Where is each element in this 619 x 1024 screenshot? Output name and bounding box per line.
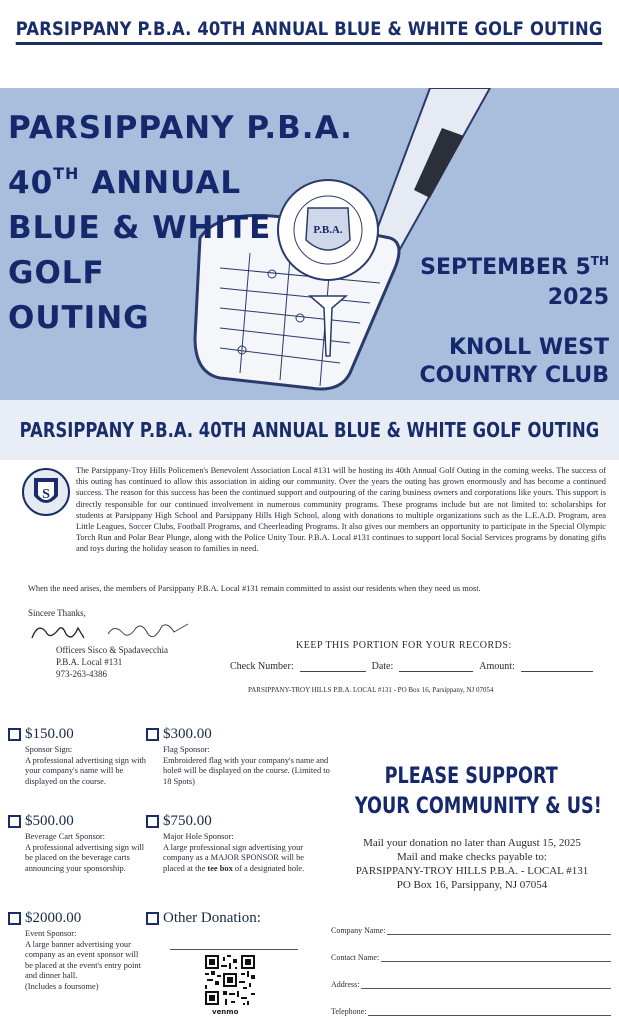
event-date-sup: TH bbox=[590, 254, 609, 268]
venmo-qr-code bbox=[205, 955, 255, 1005]
tier-150 bbox=[8, 726, 148, 787]
company-name-field[interactable] bbox=[331, 926, 611, 935]
address-label: Address: bbox=[331, 980, 360, 989]
records-row bbox=[230, 661, 593, 672]
banner-title: PARSIPPANY P.B.A. 40TH ANNUAL BLUE & WHITE GOLF OUTING bbox=[19, 418, 600, 442]
tier-750 bbox=[146, 813, 306, 874]
tier-750-checkbox[interactable] bbox=[146, 815, 159, 828]
hero-title-line: BLUE & WHITE bbox=[8, 210, 272, 246]
signature-image bbox=[28, 618, 203, 646]
address-line[interactable] bbox=[361, 981, 611, 989]
tier-amount: $150.00 bbox=[25, 726, 74, 742]
hero-title-annual: ANNUAL bbox=[79, 165, 242, 201]
tier-desc-tee: tee bbox=[207, 863, 218, 873]
tier-desc: Beverage Cart Sponsor: A professional advertising sign will be placed on the beverage carts announcing your sponsorship. bbox=[25, 832, 145, 873]
letter-closing: When the need arises, the members of Parsippany P.B.A. Local #131 remain committed to assist our residents when they need us most. bbox=[28, 584, 481, 593]
top-title-text: PARSIPPANY P.B.A. 40TH ANNUAL BLUE & WHITE GOLF OUTING bbox=[16, 18, 603, 45]
support-line: PLEASE SUPPORT bbox=[384, 764, 559, 789]
signer-phone: 973-263-4386 bbox=[56, 669, 107, 679]
tier-150-checkbox[interactable] bbox=[8, 728, 21, 741]
tier-2000 bbox=[8, 910, 148, 993]
tier-2000-checkbox[interactable] bbox=[8, 912, 21, 925]
support-line: YOUR COMMUNITY & US! bbox=[354, 794, 602, 819]
tier-amount: Other Donation: bbox=[163, 910, 261, 926]
tier-other-checkbox[interactable] bbox=[146, 912, 159, 925]
event-date bbox=[420, 246, 609, 313]
venue-line: KNOLL WEST bbox=[448, 335, 609, 360]
hero-title-line: GOLF bbox=[8, 255, 105, 291]
support-title bbox=[324, 762, 619, 822]
amount-line bbox=[521, 663, 593, 672]
section-banner bbox=[0, 400, 619, 460]
tier-500-checkbox[interactable] bbox=[8, 815, 21, 828]
venue-line: COUNTRY CLUB bbox=[419, 363, 609, 388]
event-date-year: 2025 bbox=[547, 285, 609, 310]
records-address: PARSIPPANY-TROY HILLS P.B.A. LOCAL #131 - PO Box 16, Parsippany, NJ 07054 bbox=[248, 686, 494, 694]
records-title: KEEP THIS PORTION FOR YOUR RECORDS: bbox=[296, 640, 512, 651]
mail-payee: PARSIPPANY-TROY HILLS P.B.A. - LOCAL #131 bbox=[355, 865, 589, 877]
tier-other bbox=[146, 910, 316, 927]
hero-title-forty: 40 bbox=[8, 165, 54, 201]
telephone-line[interactable] bbox=[368, 1008, 611, 1016]
amount-label: Amount: bbox=[479, 661, 515, 672]
hero-title-line bbox=[8, 151, 368, 206]
check-number-label: Check Number: bbox=[230, 661, 294, 672]
top-title bbox=[0, 0, 619, 62]
venmo-label: venmo bbox=[212, 1008, 239, 1016]
mail-payable: Mail and make checks payable to: bbox=[397, 851, 547, 863]
hero-title-line: OUTING bbox=[8, 300, 150, 336]
telephone-label: Telephone: bbox=[331, 1007, 367, 1016]
telephone-field[interactable] bbox=[331, 1007, 611, 1016]
tier-amount: $500.00 bbox=[25, 813, 74, 829]
event-date-month: SEPTEMBER 5 bbox=[420, 255, 591, 280]
tier-amount: $2000.00 bbox=[25, 910, 82, 926]
mail-deadline: Mail your donation no later than August 15, 2025 bbox=[363, 837, 581, 849]
event-venue bbox=[420, 334, 609, 390]
signoff: Sincere Thanks, bbox=[28, 608, 86, 618]
tier-desc-part: of a designated hole. bbox=[232, 863, 305, 873]
signer-org: P.B.A. Local #131 bbox=[56, 657, 123, 667]
hero-title-line: PARSIPPANY P.B.A. bbox=[8, 110, 353, 146]
tier-desc: Event Sponsor: A large banner advertising your company as an event sponsor will be placed at the event's entry point and dinner hall. (Includes a foursome) bbox=[25, 929, 141, 991]
signers-block bbox=[56, 644, 168, 680]
hero-banner bbox=[0, 88, 619, 400]
pba-shield-icon bbox=[22, 466, 70, 518]
tier-amount: $300.00 bbox=[163, 726, 212, 742]
tier-amount: $750.00 bbox=[163, 813, 212, 829]
badge-text: P.B.A. bbox=[313, 224, 343, 236]
other-donation-line[interactable] bbox=[170, 949, 298, 950]
signers: Officers Sisco & Spadavecchia bbox=[56, 645, 169, 655]
date-label: Date: bbox=[371, 661, 394, 672]
tier-desc: Sponsor Sign: A professional advertising sign with your company's name will be displayed on the course. bbox=[25, 745, 146, 786]
tier-300-checkbox[interactable] bbox=[146, 728, 159, 741]
company-name-label: Company Name: bbox=[331, 926, 386, 935]
check-number-line bbox=[300, 663, 366, 672]
mail-address: PO Box 16, Parsippany, NJ 07054 bbox=[396, 879, 548, 891]
contact-name-field[interactable] bbox=[331, 953, 611, 962]
address-field[interactable] bbox=[331, 980, 611, 989]
contact-name-label: Contact Name: bbox=[331, 953, 380, 962]
svg-text:S: S bbox=[42, 487, 50, 502]
hero-title bbox=[8, 106, 368, 341]
contact-name-line[interactable] bbox=[381, 954, 611, 962]
tier-desc: Flag Sponsor: Embroidered flag with your company's name and hole# will be displayed on the course. (Limited to 18 Spots) bbox=[163, 745, 330, 786]
letter-body: The Parsippany-Troy Hills Policemen's Benevolent Association Local #131 will be hosting its 40th Annual Golf Outing in the coming weeks. The success of this outing has continued to allow this association in aiding our community. Over the years the outing has grown enormously and has become a continued success. The reason for this success has been the continued support and outpouring of the caring business owners and corporations like yours. This support is directly responsible for our continued involvement in numerous community programs. These programs include but are not limited to: scholarships for students at Parsippany High School and Parsippany Hills High School, along with donations to multiple organizations such as the L.E.A.D. Program, area Little Leagues, Soccer Clubs, Football Programs, and Cheerleading Programs. It also gives our members an opportunity to participate in the Special Olympic Torch Run and Polar Bear Plunge, along with the Police Unity Tour. P.B.A. Local #131 continues to support local Social Services programs by donating gifts and toys during the holiday season to families in need. bbox=[76, 466, 606, 554]
mail-info bbox=[326, 836, 618, 892]
date-line bbox=[399, 663, 473, 672]
tier-300 bbox=[146, 726, 332, 787]
tier-500 bbox=[8, 813, 148, 874]
company-name-line[interactable] bbox=[387, 927, 611, 935]
tier-desc-box: box bbox=[219, 863, 233, 873]
hero-title-th: TH bbox=[53, 164, 80, 183]
tier-desc-part: Major Hole Sponsor: A large professional sign advertising your company as a MAJOR SPONSOR will be placed at the bbox=[163, 832, 304, 873]
tier-desc bbox=[163, 832, 306, 874]
